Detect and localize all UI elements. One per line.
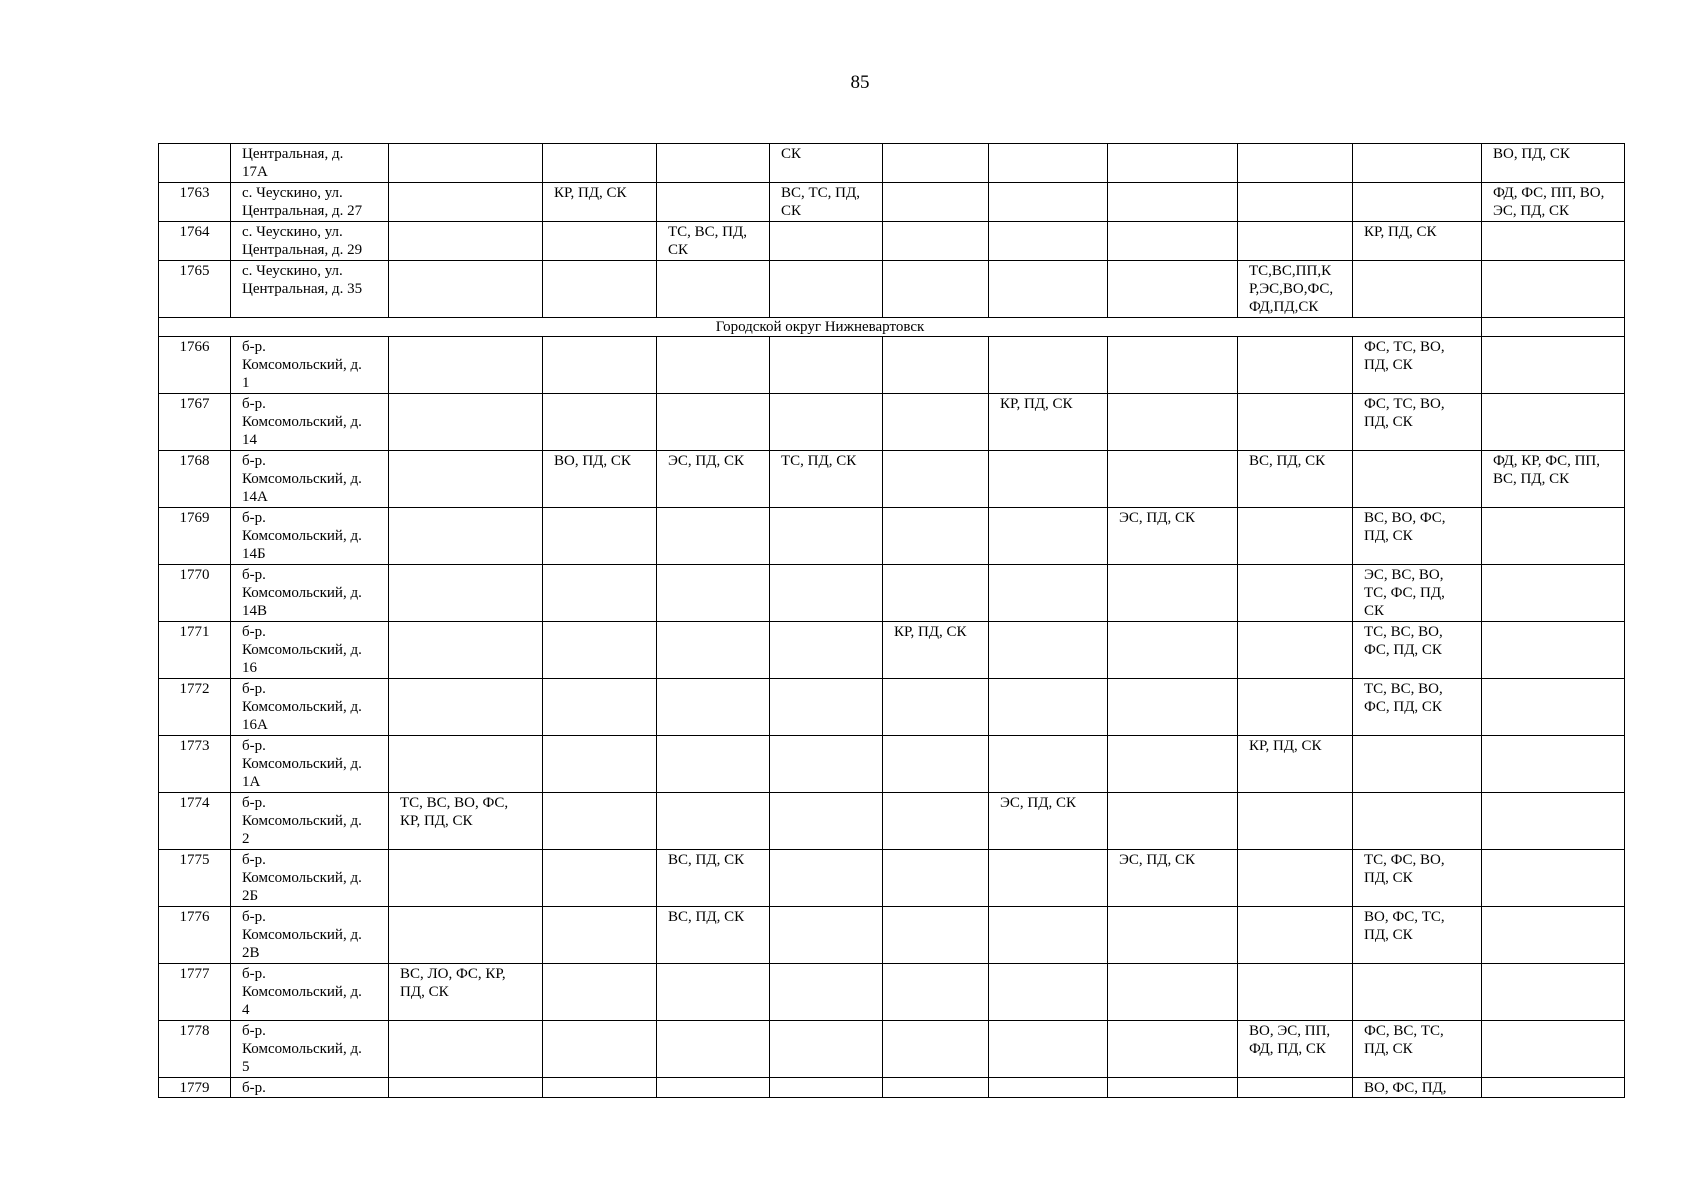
- work-type-cell: [1108, 793, 1238, 850]
- work-type-cell: [883, 451, 989, 508]
- work-type-cell: [543, 222, 657, 261]
- work-type-cell: [989, 679, 1108, 736]
- work-type-cell: [389, 451, 543, 508]
- work-type-cell: [543, 850, 657, 907]
- work-type-cell: [1108, 964, 1238, 1021]
- work-type-cell: [1108, 622, 1238, 679]
- work-type-cell: [389, 565, 543, 622]
- work-type-cell: [770, 1021, 883, 1078]
- work-type-cell: [1238, 1078, 1353, 1098]
- work-type-cell: [1482, 508, 1625, 565]
- work-type-cell: [989, 451, 1108, 508]
- work-type-cell: КР, ПД, СК: [989, 394, 1108, 451]
- work-type-cell: [657, 793, 770, 850]
- address-cell: б-р. Комсомольский, д. 14: [231, 394, 389, 451]
- work-type-cell: ВС, ПД, СК: [657, 907, 770, 964]
- work-type-cell: ВО, ПД, СК: [1482, 144, 1625, 183]
- work-type-cell: [1108, 261, 1238, 318]
- work-type-cell: [1238, 679, 1353, 736]
- work-type-cell: [883, 793, 989, 850]
- table-row: [159, 622, 1625, 679]
- work-type-cell: [657, 1078, 770, 1098]
- work-type-cell: ВС, ПД, СК: [657, 850, 770, 907]
- work-type-cell: [883, 183, 989, 222]
- work-type-cell: [1238, 394, 1353, 451]
- address-cell: б-р. Комсомольский, д. 1А: [231, 736, 389, 793]
- work-type-cell: [1238, 144, 1353, 183]
- work-type-cell: ФС, ТС, ВО, ПД, СК: [1353, 337, 1482, 394]
- row-number-cell: 1769: [159, 508, 231, 565]
- work-type-cell: [389, 508, 543, 565]
- work-type-cell: [770, 261, 883, 318]
- work-type-cell: [389, 183, 543, 222]
- work-type-cell: ЭС, ПД, СК: [1108, 508, 1238, 565]
- table-row: [159, 907, 1625, 964]
- work-type-cell: [543, 793, 657, 850]
- work-type-cell: ВО, ФС, ПД,: [1353, 1078, 1482, 1098]
- work-type-cell: [883, 964, 989, 1021]
- work-type-cell: ВС, ПД, СК: [1238, 451, 1353, 508]
- work-type-cell: [657, 261, 770, 318]
- work-type-cell: [1108, 1021, 1238, 1078]
- work-type-cell: КР, ПД, СК: [883, 622, 989, 679]
- work-type-cell: [657, 565, 770, 622]
- work-type-cell: ТС, ВС, ПД, СК: [657, 222, 770, 261]
- work-type-cell: [883, 261, 989, 318]
- address-cell: с. Чеускино, ул. Центральная, д. 29: [231, 222, 389, 261]
- work-type-cell: [657, 1021, 770, 1078]
- work-type-cell: [543, 622, 657, 679]
- work-type-cell: [389, 337, 543, 394]
- work-type-cell: [1238, 622, 1353, 679]
- work-type-cell: [883, 565, 989, 622]
- work-type-cell: ВС, ЛО, ФС, КР, ПД, СК: [389, 964, 543, 1021]
- work-type-cell: [989, 144, 1108, 183]
- work-type-cell: [543, 508, 657, 565]
- work-type-cell: [389, 850, 543, 907]
- work-type-cell: ЭС, ПД, СК: [657, 451, 770, 508]
- table-row: [159, 964, 1625, 1021]
- work-type-cell: [989, 183, 1108, 222]
- work-type-cell: [657, 337, 770, 394]
- address-cell: б-р. Комсомольский, д. 16: [231, 622, 389, 679]
- work-type-cell: [657, 394, 770, 451]
- work-type-cell: [1482, 261, 1625, 318]
- address-cell: б-р. Комсомольский, д. 2: [231, 793, 389, 850]
- work-type-cell: ЭС, ПД, СК: [989, 793, 1108, 850]
- work-type-cell: ФС, ТС, ВО, ПД, СК: [1353, 394, 1482, 451]
- work-type-cell: [883, 736, 989, 793]
- work-type-cell: [989, 964, 1108, 1021]
- work-type-cell: [989, 622, 1108, 679]
- row-number-cell: 1771: [159, 622, 231, 679]
- work-type-cell: [1108, 907, 1238, 964]
- work-type-cell: [989, 337, 1108, 394]
- work-type-cell: [770, 679, 883, 736]
- table-row: [159, 850, 1625, 907]
- work-type-cell: ВО, ФС, ТС, ПД, СК: [1353, 907, 1482, 964]
- work-type-cell: [1238, 565, 1353, 622]
- row-number-cell: 1776: [159, 907, 231, 964]
- work-type-cell: [883, 144, 989, 183]
- work-type-cell: [657, 144, 770, 183]
- work-type-cell: [657, 183, 770, 222]
- work-type-cell: [1108, 736, 1238, 793]
- table-row: [159, 679, 1625, 736]
- address-cell: б-р. Комсомольский, д. 2Б: [231, 850, 389, 907]
- table-row: [159, 565, 1625, 622]
- work-type-cell: [389, 736, 543, 793]
- work-type-cell: ВС, ВО, ФС, ПД, СК: [1353, 508, 1482, 565]
- table-row: [159, 1021, 1625, 1078]
- work-type-cell: [1482, 394, 1625, 451]
- work-type-cell: [543, 337, 657, 394]
- address-cell: с. Чеускино, ул. Центральная, д. 35: [231, 261, 389, 318]
- work-type-cell: [1482, 679, 1625, 736]
- work-type-cell: [1238, 508, 1353, 565]
- work-type-cell: [1108, 679, 1238, 736]
- work-type-cell: КР, ПД, СК: [1238, 736, 1353, 793]
- work-type-cell: [657, 622, 770, 679]
- work-type-cell: [1353, 736, 1482, 793]
- work-type-cell: [543, 144, 657, 183]
- address-cell: с. Чеускино, ул. Центральная, д. 27: [231, 183, 389, 222]
- address-cell: Центральная, д. 17А: [231, 144, 389, 183]
- table-row: [159, 793, 1625, 850]
- work-type-cell: [543, 394, 657, 451]
- work-type-cell: [770, 736, 883, 793]
- work-type-cell: [883, 508, 989, 565]
- work-type-cell: ТС, ВС, ВО, ФС, ПД, СК: [1353, 622, 1482, 679]
- work-type-cell: [543, 1021, 657, 1078]
- work-type-cell: [543, 907, 657, 964]
- work-type-cell: [1108, 222, 1238, 261]
- work-type-cell: [883, 679, 989, 736]
- table-row: [159, 144, 1625, 183]
- work-type-cell: ВО, ЭС, ПП, ФД, ПД, СК: [1238, 1021, 1353, 1078]
- work-type-cell: [543, 1078, 657, 1098]
- work-type-cell: [989, 907, 1108, 964]
- work-type-cell: [543, 565, 657, 622]
- work-type-cell: [1482, 1021, 1625, 1078]
- work-type-cell: [543, 736, 657, 793]
- work-type-cell: [1108, 1078, 1238, 1098]
- address-cell: б-р.: [231, 1078, 389, 1098]
- work-type-cell: [389, 261, 543, 318]
- work-type-cell: [1482, 622, 1625, 679]
- row-number-cell: 1765: [159, 261, 231, 318]
- page-number: 85: [850, 72, 870, 93]
- work-type-cell: [883, 1078, 989, 1098]
- work-type-cell: [989, 736, 1108, 793]
- work-type-cell: [883, 222, 989, 261]
- row-number-cell: 1778: [159, 1021, 231, 1078]
- table-row: [159, 394, 1625, 451]
- row-number-cell: 1773: [159, 736, 231, 793]
- row-number-cell: 1763: [159, 183, 231, 222]
- work-type-cell: [1482, 850, 1625, 907]
- work-type-cell: [770, 793, 883, 850]
- work-type-cell: ФД, КР, ФС, ПП, ВС, ПД, СК: [1482, 451, 1625, 508]
- work-type-cell: ЭС, ВС, ВО, ТС, ФС, ПД, СК: [1353, 565, 1482, 622]
- work-type-cell: [1238, 964, 1353, 1021]
- row-number-cell: 1775: [159, 850, 231, 907]
- work-type-cell: [1108, 183, 1238, 222]
- work-type-cell: [543, 964, 657, 1021]
- work-type-cell: [770, 850, 883, 907]
- work-type-cell: [1482, 907, 1625, 964]
- work-type-cell: [1353, 964, 1482, 1021]
- table-row: [159, 222, 1625, 261]
- work-type-cell: [1108, 337, 1238, 394]
- work-type-cell: [1238, 222, 1353, 261]
- address-cell: б-р. Комсомольский, д. 2В: [231, 907, 389, 964]
- work-type-cell: [657, 736, 770, 793]
- work-type-cell: [1108, 144, 1238, 183]
- work-type-cell: [1482, 964, 1625, 1021]
- work-type-cell: [770, 337, 883, 394]
- work-type-cell: [389, 679, 543, 736]
- row-number-cell: 1766: [159, 337, 231, 394]
- work-type-cell: [989, 1021, 1108, 1078]
- row-number-cell: 1772: [159, 679, 231, 736]
- work-type-cell: КР, ПД, СК: [543, 183, 657, 222]
- work-type-cell: [989, 850, 1108, 907]
- address-cell: б-р. Комсомольский, д. 5: [231, 1021, 389, 1078]
- work-type-cell: [657, 964, 770, 1021]
- work-type-cell: [1108, 565, 1238, 622]
- work-type-cell: [1353, 261, 1482, 318]
- work-type-cell: СК: [770, 144, 883, 183]
- work-type-cell: [770, 1078, 883, 1098]
- address-cell: б-р. Комсомольский, д. 16А: [231, 679, 389, 736]
- row-number-cell: 1779: [159, 1078, 231, 1098]
- work-type-cell: [1482, 736, 1625, 793]
- address-cell: б-р. Комсомольский, д. 1: [231, 337, 389, 394]
- work-type-cell: [883, 394, 989, 451]
- work-type-cell: [389, 907, 543, 964]
- registry-table: [158, 143, 1625, 1098]
- work-type-cell: [1108, 394, 1238, 451]
- work-type-cell: [1353, 451, 1482, 508]
- work-type-cell: ФД, ФС, ПП, ВО, ЭС, ПД, СК: [1482, 183, 1625, 222]
- work-type-cell: ВО, ПД, СК: [543, 451, 657, 508]
- work-type-cell: ВС, ТС, ПД, СК: [770, 183, 883, 222]
- section-row: [159, 318, 1625, 337]
- work-type-cell: КР, ПД, СК: [1353, 222, 1482, 261]
- row-number-cell: 1770: [159, 565, 231, 622]
- section-row-empty-cell: [1482, 318, 1625, 337]
- work-type-cell: [989, 261, 1108, 318]
- work-type-cell: ТС, ПД, СК: [770, 451, 883, 508]
- work-type-cell: [770, 565, 883, 622]
- row-number-cell: 1767: [159, 394, 231, 451]
- work-type-cell: [883, 337, 989, 394]
- work-type-cell: [770, 394, 883, 451]
- section-title: Городской округ Нижневартовск: [159, 318, 1482, 337]
- work-type-cell: [989, 565, 1108, 622]
- row-number-cell: 1777: [159, 964, 231, 1021]
- work-type-cell: [883, 907, 989, 964]
- table-row: [159, 337, 1625, 394]
- work-type-cell: [989, 508, 1108, 565]
- work-type-cell: [883, 850, 989, 907]
- row-number-cell: [159, 144, 231, 183]
- work-type-cell: [1353, 183, 1482, 222]
- table-row: [159, 1078, 1625, 1098]
- work-type-cell: [989, 1078, 1108, 1098]
- work-type-cell: ТС, ВС, ВО, ФС, ПД, СК: [1353, 679, 1482, 736]
- work-type-cell: [543, 679, 657, 736]
- work-type-cell: [1238, 793, 1353, 850]
- table-row: [159, 261, 1625, 318]
- work-type-cell: [1238, 183, 1353, 222]
- row-number-cell: 1774: [159, 793, 231, 850]
- work-type-cell: [770, 508, 883, 565]
- work-type-cell: [1238, 337, 1353, 394]
- work-type-cell: [1482, 1078, 1625, 1098]
- work-type-cell: [1482, 222, 1625, 261]
- work-type-cell: [1353, 793, 1482, 850]
- address-cell: б-р. Комсомольский, д. 14В: [231, 565, 389, 622]
- work-type-cell: [1238, 850, 1353, 907]
- table-row: [159, 736, 1625, 793]
- table-row: [159, 451, 1625, 508]
- work-type-cell: [1482, 793, 1625, 850]
- work-type-cell: [389, 1021, 543, 1078]
- address-cell: б-р. Комсомольский, д. 14Б: [231, 508, 389, 565]
- work-type-cell: [770, 222, 883, 261]
- work-type-cell: [989, 222, 1108, 261]
- work-type-cell: [1353, 144, 1482, 183]
- table-row: [159, 508, 1625, 565]
- work-type-cell: [657, 679, 770, 736]
- work-type-cell: ЭС, ПД, СК: [1108, 850, 1238, 907]
- work-type-cell: [1108, 451, 1238, 508]
- address-cell: б-р. Комсомольский, д. 14А: [231, 451, 389, 508]
- work-type-cell: [883, 1021, 989, 1078]
- work-type-cell: [1238, 907, 1353, 964]
- row-number-cell: 1764: [159, 222, 231, 261]
- work-type-cell: ТС,ВС,ПП,К Р,ЭС,ВО,ФС, ФД,ПД,СК: [1238, 261, 1353, 318]
- work-type-cell: [1482, 337, 1625, 394]
- table-row: [159, 183, 1625, 222]
- work-type-cell: ТС, ВС, ВО, ФС, КР, ПД, СК: [389, 793, 543, 850]
- work-type-cell: [389, 222, 543, 261]
- work-type-cell: [389, 622, 543, 679]
- work-type-cell: [389, 394, 543, 451]
- address-cell: б-р. Комсомольский, д. 4: [231, 964, 389, 1021]
- work-type-cell: ФС, ВС, ТС, ПД, СК: [1353, 1021, 1482, 1078]
- work-type-cell: [770, 622, 883, 679]
- work-type-cell: [389, 1078, 543, 1098]
- work-type-cell: [1482, 565, 1625, 622]
- work-type-cell: [770, 907, 883, 964]
- work-type-cell: ТС, ФС, ВО, ПД, СК: [1353, 850, 1482, 907]
- work-type-cell: [770, 964, 883, 1021]
- work-type-cell: [389, 144, 543, 183]
- work-type-cell: [657, 508, 770, 565]
- row-number-cell: 1768: [159, 451, 231, 508]
- work-type-cell: [543, 261, 657, 318]
